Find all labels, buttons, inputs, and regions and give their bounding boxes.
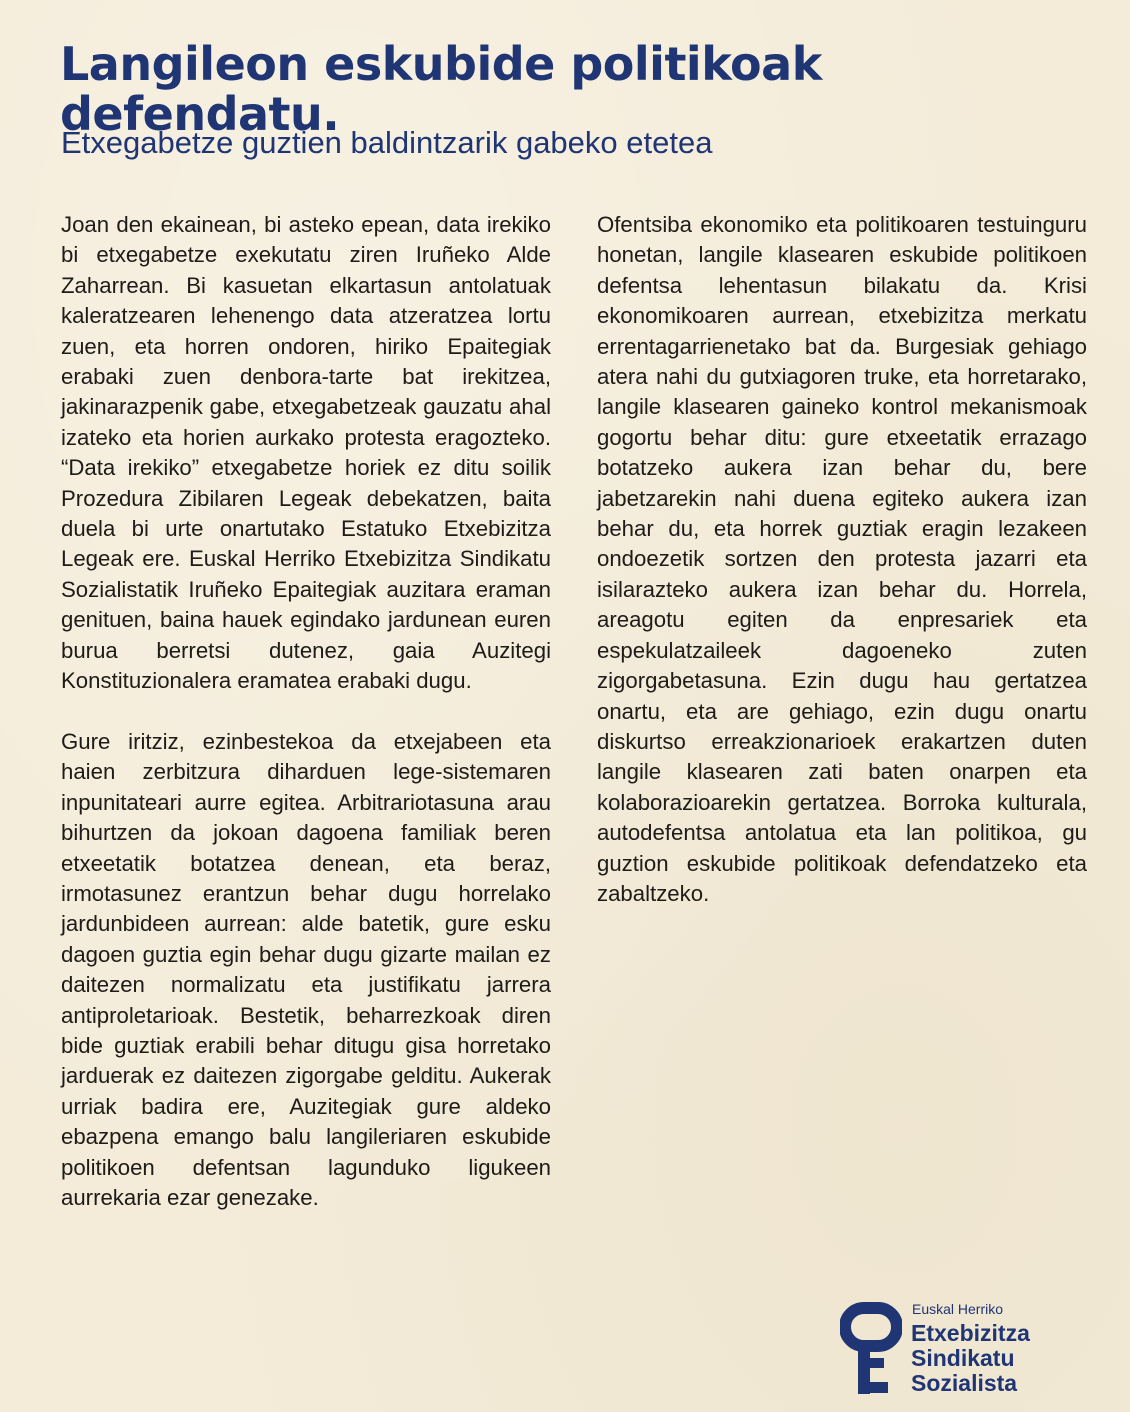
paragraph: Ofentsiba ekonomiko eta politikoaren testuinguru honetan, langile klasearen eskubide politikoen defentsa lehentasun bilakatu da. Krisi ekonomikoaren aurrean, etxebizitza merkatu errentagarrienetako bat da. Burgesiak gehiago atera nahi du gutxiagoren truke, eta horretarako, langile klasearen gaineko kontrol mekanismoak gogortu behar ditu: gure etxeetatik errazago botatzeko aukera izan behar du, bere jabetzarekin nahi duena egiteko aukera izan behar du, eta horrek guztiak eragin lezakeen ondoezetik sortzen den protesta jazarri eta isilarazteko aukera izan behar du. Horrela, areagotu egiten da enpresariek eta espekulatzaileek dagoeneko zuten zigorgabetasuna. Ezin dugu hau gertatzea onartu, eta are gehiago, ezin dugu onartu diskurtso erreakzionarioek erakartzen duten langile klasearen zati baten onarpen eta kolaborazioarekin gertatzea. Borroka kulturala, autodefentsa antolatua eta lan politikoa, gu guztion eskubide politikoak defendatzeko eta zabaltzeko. bbox=[597, 212, 1087, 906]
paragraph: Joan den ekainean, bi asteko epean, data irekiko bi etxegabetze exekutatu ziren Iruñeko Alde Zaharrean. Bi kasuetan elkartasun antolatuak kaleratzearen lehenengo data atzeratzea lortu zuen, eta horren ondoren, hiriko Epaitegiak erabaki zuen denbora-tarte bat irekitzea, jakinarazpenik gabe, etxegabetzeak gauzatu ahal izateko eta horien aurkako protesta eragozteko. “Data irekiko” etxegabetze horiek ez ditu soilik Prozedura Zibilaren Legeak debekatzen, baita duela bi urte onartutako Estatuko Etxebizitza Legeak ere. Euskal Herriko Etxebizitza Sindikatu Sozialistatik Iruñeko Epaitegiak auzitara eraman genituen, baina hauek egindako jardunean euren burua berretsi dutenez, gaia Auzitegi Konstituzionalera eramatea erabaki dugu. bbox=[61, 212, 551, 694]
page-subtitle: Etxegabetze guztien baldintzarik gabeko etetea bbox=[61, 125, 713, 160]
organization-logo bbox=[840, 1300, 1060, 1400]
article-right-column bbox=[597, 210, 1087, 940]
logo-line: Sindikatu bbox=[911, 1345, 1015, 1371]
paragraph: Gure iritziz, ezinbestekoa da etxejabeen eta haien zerbitzura diharduen lege-sistemaren inpunitateari aurre egitea. Arbitrariotasuna arau bihurtzen da jokoan dagoena familiak beren etxeetatik botatzea denean, eta beraz, irmotasunez erantzun behar dugu horrelako jardunbideen aurrean: alde batetik, gure esku dagoen guztia egin behar dugu gizarte mailan ez daitezen normalizatu eta justifikatu jarrera antiproletarioak. Bestetik, beharrezkoak diren bide guztiak erabili behar ditugu gisa horretako jarduerak ez daitezen zigorgabe gelditu. Aukerak urriak badira ere, Auzitegiak gure aldeko ebazpena emango balu langileriaren eskubide politikoen defentsan lagunduko ligukeen aurrekaria ezar genezake. bbox=[61, 728, 551, 1210]
logo-line: Etxebizitza bbox=[911, 1320, 1030, 1346]
page-title: Langileon eskubide politikoak defendatu. bbox=[60, 36, 822, 141]
logo-subtitle: Euskal Herriko bbox=[912, 1301, 1004, 1317]
article-left-column bbox=[61, 210, 551, 1244]
logo-line: Sozialista bbox=[911, 1370, 1018, 1396]
key-icon bbox=[840, 1300, 902, 1400]
logo-name bbox=[911, 1321, 1030, 1396]
